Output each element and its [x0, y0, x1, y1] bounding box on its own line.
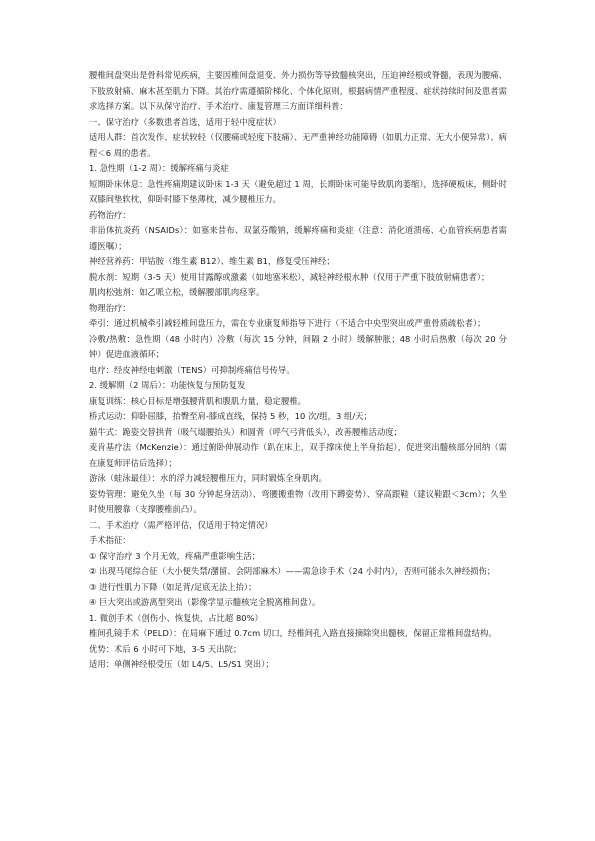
paragraph-applicable-population: 适用人群：首次发作、症状较轻（仅腰痛或轻度下肢痛）、无严重神经功能障碍（如肌力正常、无大小便异常）、病程＜6 周的患者。: [89, 132, 507, 158]
subheading-minimally-invasive: 1. 微创手术（创伤小、恢复快，占比超 80%）: [89, 612, 263, 623]
paragraph-indication: 适用：单侧神经根受压（如 L4/5、L5/S1 突出）；: [89, 659, 274, 669]
list-item-indication-1: ① 保守治疗 3 个月无效，疼痛严重影响生活；: [89, 550, 261, 561]
list-item-indication-3: ③ 进行性肌力下降（如足背/足底无法上抬）；: [89, 581, 257, 592]
label-drug-therapy: 药物治疗：: [89, 209, 131, 220]
list-item-cat-cow: 猫牛式：跪姿交替拱背（吸气塌腰抬头）和圆背（呼气弓背低头），改善腰椎活动度；: [89, 426, 403, 437]
paragraph-bed-rest: 短期卧床休息：急性疼痛期建议卧床 1-3 天（避免超过 1 周，长期卧床可能导致肌肉萎缩），选择硬板床，侧卧时双膝间垫软枕，仰卧时膝下垫薄枕，减少腰椎压力。: [89, 178, 507, 204]
list-item-nsaids: 非甾体抗炎药（NSAIDs）：如塞来昔布、双氯芬酸钠，缓解疼痛和炎症（注意：消化道溃疡、心血管疾病患者需遵医嘱）；: [89, 225, 507, 251]
section-heading-conservative: 一、保守治疗（多数患者首选，适用于轻中度症状）: [89, 116, 281, 127]
subheading-remission-phase: 2. 缓解期（2 周后）：功能恢复与预防复发: [89, 380, 246, 390]
list-item-traction: 牵引：通过机械牵引减轻椎间盘压力，需在专业康复师指导下进行（不适合中央型突出或严重骨质疏松者）；: [89, 318, 486, 328]
list-item-cold-hot-compress: 冷敷/热敷：急性期（48 小时内）冷敷（每次 15 分钟，间隔 2 小时）缓解肿胀；48 小时后热敷（每次 20 分钟）促进血液循环；: [89, 333, 507, 359]
intro-paragraph: 腰椎间盘突出是骨科常见疾病，主要因椎间盘退变、外力损伤等导致髓核突出，压迫神经根或脊髓，表现为腰痛、下肢放射痛、麻木甚至肌力下降。其治疗需遵循阶梯化、个体化原则，根据病情严重程度、症状持续时间及患者需求选择方案。以下从保守治疗、手术治疗、康复管理三方面详细科普：: [89, 70, 507, 111]
list-item-swimming: 游泳（蛙泳最佳）：水的浮力减轻腰椎压力，同时锻炼全身肌肉。: [89, 473, 327, 483]
list-item-indication-4: ④ 巨大突出或游离型突出（影像学显示髓核完全脱离椎间盘）。: [89, 597, 321, 607]
paragraph-advantage: 优势：术后 6 小时可下地，3-5 天出院；: [89, 643, 242, 654]
document-body: [89, 68, 507, 673]
list-item-mckenzie: 麦肯基疗法（McKenzie）：通过俯卧伸展动作（趴在床上，双手撑床使上半身抬起），促进突出髓核部分回纳（需在康复师评估后选择）；: [89, 442, 507, 468]
list-item-indication-2: ② 出现马尾综合征（大小便失禁/潴留、会阴部麻木）——需急诊手术（24 小时内），否则可能永久神经损伤；: [89, 566, 496, 576]
list-item-bridge: 桥式运动：仰卧屈膝，抬臀至肩-膝成直线，保持 5 秒，10 次/组，3 组/天；: [89, 411, 372, 421]
section-heading-surgery: 二、手术治疗（需严格评估，仅适用于特定情况）: [89, 519, 273, 530]
label-surgery-indications: 手术指征：: [89, 535, 131, 545]
paragraph-peld: 椎间孔镜手术（PELD）：在局麻下通过 0.7cm 切口，经椎间孔入路直接摘除突出髓核，保留正常椎间盘结构。: [89, 628, 497, 638]
list-item-dehydrant: 脱水剂：短期（3-5 天）使用甘露醇或激素（如地塞米松），减轻神经根水肿（仅用于严重下肢放射痛患者）；: [89, 271, 490, 282]
paragraph-rehab-training: 康复训练：核心目标是增强腰背肌和腹肌力量，稳定腰椎。: [89, 395, 307, 406]
subheading-acute-phase: 1. 急性期（1-2 周）：缓解疼痛与炎症: [89, 163, 229, 173]
list-item-neurotrophic: 神经营养药：甲钴胺（维生素 B12）、维生素 B1，修复受压神经；: [89, 256, 335, 266]
label-physical-therapy: 物理治疗：: [89, 302, 131, 313]
paragraph-posture: 姿势管理：避免久坐（每 30 分钟起身活动）、弯腰搬重物（改用下蹲姿势）、穿高跟鞋（建议鞋跟＜3cm）；久坐时使用腰靠（支撑腰椎前凸）。: [89, 488, 507, 514]
list-item-electrotherapy: 电疗：经皮神经电刺激（TENS）可抑制疼痛信号传导。: [89, 364, 295, 375]
list-item-muscle-relaxant: 肌肉松弛剂：如乙哌立松，缓解腰部肌肉痉挛。: [89, 287, 265, 297]
